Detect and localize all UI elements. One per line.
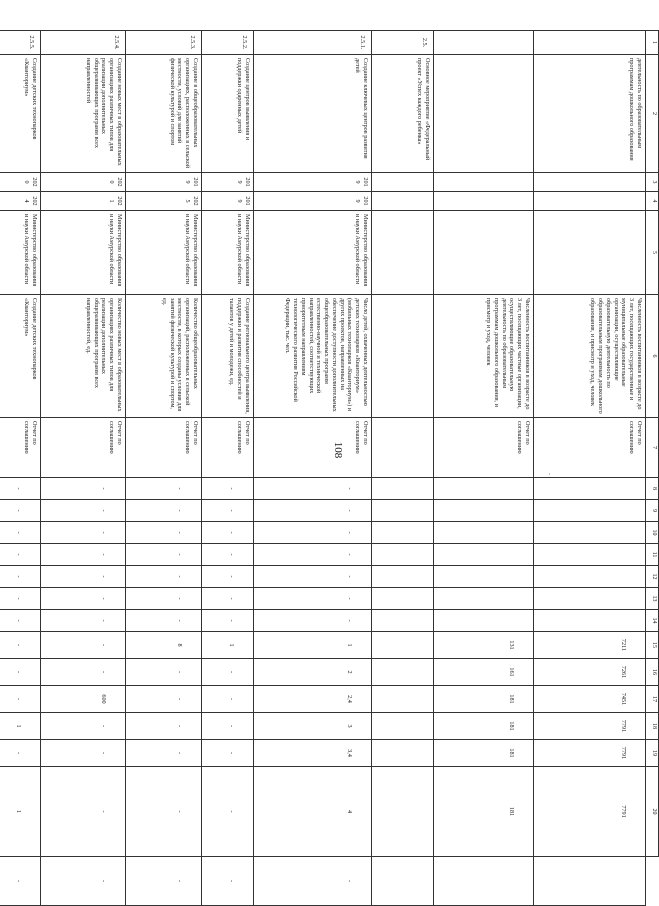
start-year-cell: 2019 (202, 173, 254, 192)
value-cell (372, 588, 434, 610)
value-cell (41, 478, 126, 500)
indicator-cell: Создание детских технопарков «Кванториум» (0, 295, 41, 418)
value-text: - (346, 487, 353, 490)
value-cell (434, 544, 534, 566)
value-cell (41, 857, 126, 906)
value-cell (434, 610, 534, 632)
value-cell (434, 632, 534, 659)
value-cell (254, 544, 372, 566)
value-text: - (100, 751, 107, 755)
row-number-cell: 2.5.5. (0, 31, 41, 55)
column-number-cell: 11 (646, 544, 659, 566)
indicator-cell: Количество новых мест в образовательных организациях различных типов для реализации дополнительных общеразвивающих программ всех направленностей, ед. (41, 295, 126, 418)
value-cell (0, 686, 41, 713)
value-cell (534, 686, 646, 713)
value-cell (372, 686, 434, 713)
value-text: - (15, 553, 22, 556)
end-year-cell: 2021 (41, 192, 126, 211)
value-cell (202, 740, 254, 767)
executor-cell: Министерство образования и науки Амурской области (41, 211, 126, 295)
table-header-row (646, 31, 659, 906)
value-text: - (15, 697, 22, 701)
value-text: - (15, 597, 22, 600)
rotated-table-container (15, 30, 659, 906)
report-form-cell: Отчет по соглашению (0, 418, 41, 478)
event-name-cell: Создание ключевых центров развития детей (254, 55, 372, 173)
column-number-cell: 3 (646, 173, 659, 192)
column-number-cell: 2 (646, 55, 659, 173)
value-cell (41, 713, 126, 740)
value-cell (126, 857, 202, 906)
value-text: 1 (346, 643, 353, 647)
value-cell (534, 767, 646, 857)
page-number: 108 (332, 441, 344, 459)
executor-cell: Министерство образования и науки Амурской области (126, 211, 202, 295)
value-text: 7791 (620, 805, 627, 818)
value-text: 181 (508, 694, 515, 704)
value-cell (126, 767, 202, 857)
executor-cell: Министерство образования и науки Амурской области (202, 211, 254, 295)
end-year-cell (372, 192, 434, 211)
value-cell (372, 713, 434, 740)
value-text: 7451 (620, 692, 627, 706)
value-cell (41, 740, 126, 767)
value-text: - (176, 810, 183, 813)
value-cell (254, 740, 372, 767)
column-number-cell: 9 (646, 500, 659, 522)
value-cell (534, 740, 646, 767)
executor-cell: Министерство образования и науки Амурской области (254, 211, 372, 295)
value-cell (126, 544, 202, 566)
table-row (254, 31, 372, 906)
value-cell (126, 686, 202, 713)
value-cell (0, 740, 41, 767)
row-number-cell: 2.5.3. (126, 31, 202, 55)
value-cell (202, 544, 254, 566)
value-text: - (15, 670, 22, 674)
value-cell (41, 566, 126, 588)
start-year-cell: 2019 (254, 173, 372, 192)
value-cell (534, 713, 646, 740)
value-cell (534, 500, 646, 522)
executor-cell: Министерство образования и науки Амурской области (0, 211, 41, 295)
value-cell (41, 500, 126, 522)
value-cell (372, 610, 434, 632)
value-cell (0, 632, 41, 659)
column-number-cell: 18 (646, 713, 659, 740)
value-cell (534, 588, 646, 610)
value-cell (202, 632, 254, 659)
value-text: 131 (508, 640, 515, 650)
column-number-cell: 19 (646, 740, 659, 767)
value-cell (534, 857, 646, 906)
value-text: - (346, 509, 353, 512)
value-text: - (15, 487, 22, 490)
row-number-cell (434, 31, 534, 55)
value-cell (202, 767, 254, 857)
value-cell (372, 632, 434, 659)
value-cell (534, 632, 646, 659)
column-number-cell: 14 (646, 610, 659, 632)
value-cell (434, 659, 534, 686)
value-text: - (15, 643, 22, 647)
indicator-cell: Число детей, охваченных деятельностью детских технопарков «Кванториум» (мобильных технопарков «Кванториум») и других проектов, направленных на обеспечение доступности дополнительных общеобразовательных программ естественно-научной и технической направленностей, соответствующих приоритетным направлениям технологического развития Российской Федерации, тыс. чел. (254, 295, 372, 418)
value-cell (41, 686, 126, 713)
value-cell (126, 522, 202, 544)
value-cell (434, 588, 534, 610)
end-year-cell (534, 192, 646, 211)
event-name-cell: Основное мероприятие «Федеральный проект «Успех каждого ребенка» (372, 55, 434, 173)
column-number-cell: 10 (646, 522, 659, 544)
value-cell (0, 522, 41, 544)
value-text: - (176, 531, 183, 534)
value-text: 2,4 (346, 695, 353, 703)
value-cell (0, 713, 41, 740)
value-text: - (100, 597, 107, 600)
event-name-cell: Создание детских технопарков «Кванториум» (0, 55, 41, 173)
value-cell (254, 566, 372, 588)
value-text: 7791 (620, 719, 627, 733)
indicator-cell: Создание регионального центра выявления, поддержки и развития способностей и талантов у детей и молодежи, ед. (202, 295, 254, 418)
value-text: - (15, 509, 22, 512)
value-text: - (228, 575, 235, 578)
value-text: - (228, 879, 235, 883)
value-cell (254, 857, 372, 906)
value-text: - (228, 619, 235, 622)
value-cell (254, 478, 372, 500)
value-cell (41, 544, 126, 566)
value-cell (372, 857, 434, 906)
value-text: 7791 (620, 746, 627, 760)
executor-cell (372, 211, 434, 295)
value-cell (372, 740, 434, 767)
report-form-cell: Отчет по соглашению (434, 418, 534, 478)
value-cell (372, 544, 434, 566)
value-text: - (228, 487, 235, 490)
end-year-cell: 2019 (254, 192, 372, 211)
value-cell (202, 522, 254, 544)
value-text: - (15, 751, 22, 755)
value-cell (0, 610, 41, 632)
value-text: - (228, 751, 235, 755)
value-cell (372, 500, 434, 522)
end-year-cell: 2019 (202, 192, 254, 211)
value-cell (254, 610, 372, 632)
report-form-cell (372, 418, 434, 478)
table-row (534, 31, 646, 906)
value-text: - (346, 879, 353, 883)
value-cell (126, 566, 202, 588)
value-text: - (228, 724, 235, 728)
value-text: - (15, 619, 22, 622)
value-cell (126, 632, 202, 659)
start-year-cell: 2019 (126, 173, 202, 192)
end-year-cell: 2024 (0, 192, 41, 211)
value-cell (126, 500, 202, 522)
value-cell (434, 713, 534, 740)
value-cell (41, 632, 126, 659)
value-text: - (346, 553, 353, 556)
value-text: - (346, 575, 353, 578)
event-name-cell: Создание новых мест в образовательных организациях различных типов для реализации дополнительных общеразвивающих программ всех направленностей (41, 55, 126, 173)
value-text: 3,4 (346, 749, 353, 757)
value-text: 4 (346, 809, 353, 814)
value-text: - (346, 619, 353, 622)
report-form-cell: Отчет по соглашению (254, 418, 372, 478)
value-cell (202, 857, 254, 906)
value-text: - (228, 597, 235, 600)
value-cell (41, 588, 126, 610)
start-year-cell: 2020 (0, 173, 41, 192)
value-cell (202, 659, 254, 686)
value-text: - (346, 531, 353, 534)
value-text: - (228, 553, 235, 556)
value-cell (0, 767, 41, 857)
value-cell (372, 659, 434, 686)
value-cell (534, 566, 646, 588)
column-number-cell: 13 (646, 588, 659, 610)
value-cell (202, 500, 254, 522)
row-number-cell: 2.5. (372, 31, 434, 55)
column-number-cell: 7 (646, 418, 659, 478)
value-cell (254, 659, 372, 686)
value-cell (534, 544, 646, 566)
value-text: - (100, 879, 107, 883)
value-cell (372, 767, 434, 857)
column-number-cell: 15 (646, 632, 659, 659)
value-text: - (100, 553, 107, 556)
value-cell (534, 610, 646, 632)
row-number-cell: 2.5.1. (254, 31, 372, 55)
value-text: - (176, 487, 183, 490)
row-number-cell: 2.5.4. (41, 31, 126, 55)
value-cell (254, 632, 372, 659)
value-cell (202, 478, 254, 500)
value-cell (0, 566, 41, 588)
value-text: 7211 (620, 638, 627, 652)
column-number-cell: 6 (646, 295, 659, 418)
value-cell (0, 544, 41, 566)
report-form-cell: Отчет по соглашению (126, 418, 202, 478)
indicator-cell: Численность воспитанников в возрасте до 3 лет, посещающих частные организации, осуществляющие образовательную деятельность по образовательным программам дошкольного образования, и присмотр и уход, человек (434, 295, 534, 418)
value-text: - (176, 697, 183, 701)
end-year-cell: 2025 (126, 192, 202, 211)
value-cell (202, 566, 254, 588)
column-number-cell: 16 (646, 659, 659, 686)
end-year-cell (434, 192, 534, 211)
executor-cell (534, 211, 646, 295)
value-text: - (346, 597, 353, 600)
event-name-cell: Создание в общеобразовательных организациях, расположенных в сельской местности, условий для занятий физической культурой и спортом (126, 55, 202, 173)
value-cell (434, 686, 534, 713)
value-cell (434, 522, 534, 544)
value-cell (41, 522, 126, 544)
table-row (372, 31, 434, 906)
value-cell (0, 659, 41, 686)
value-cell (41, 610, 126, 632)
event-name-cell (434, 55, 534, 173)
value-text: - (176, 724, 183, 728)
row-number-cell (534, 31, 646, 55)
indicator-cell: Численность воспитанников в возрасте до 3 лет, посещающих государственные и муниципальные образовательные организации, осуществляющие образовательную деятельность по образовательным программам дошкольного образования, и присмотр и уход, человек (534, 295, 646, 418)
value-text: - (228, 810, 235, 813)
table-sheet (15, 30, 659, 906)
value-text: 8 (176, 643, 183, 647)
value-text: - (100, 643, 107, 647)
value-cell (372, 566, 434, 588)
value-text: 600 (100, 694, 107, 704)
value-text: - (15, 879, 22, 883)
column-number-cell: 17 (646, 686, 659, 713)
column-number-cell: 12 (646, 566, 659, 588)
value-cell (534, 522, 646, 544)
value-cell (534, 659, 646, 686)
indicator-cell: Количество общеобразовательных организаций, расположенных в сельской местности, в которых созданы условия для занятий физической культурой и спортом, ед. (126, 295, 202, 418)
value-text: - (176, 553, 183, 556)
value-cell (434, 478, 534, 500)
value-text: - (100, 619, 107, 622)
value-text: - (176, 879, 183, 883)
value-cell (254, 522, 372, 544)
indicator-cell (372, 295, 434, 418)
value-text: 3 (346, 724, 353, 728)
report-form-cell: Отчет по соглашению (202, 418, 254, 478)
start-year-cell (534, 173, 646, 192)
value-text: - (100, 670, 107, 674)
column-number-cell: 20 (646, 767, 659, 857)
value-cell (126, 588, 202, 610)
value-cell (0, 500, 41, 522)
event-name-cell: деятельность по образовательным программам дошкольного образования (534, 55, 646, 173)
value-cell (126, 740, 202, 767)
value-cell (0, 588, 41, 610)
value-cell (372, 522, 434, 544)
value-cell (434, 857, 534, 906)
value-cell (372, 478, 434, 500)
value-cell (434, 566, 534, 588)
start-year-cell (434, 173, 534, 192)
value-cell (254, 588, 372, 610)
value-cell (434, 767, 534, 857)
value-cell (202, 713, 254, 740)
value-cell (126, 610, 202, 632)
value-cell (254, 500, 372, 522)
value-text: 2 (346, 670, 353, 674)
table-row (202, 31, 254, 906)
value-cell (534, 478, 646, 500)
value-text: 1 (15, 809, 22, 814)
value-text: - (100, 575, 107, 578)
report-form-cell: Отчет по соглашению (41, 418, 126, 478)
value-text: - (228, 531, 235, 534)
value-text: 181 (508, 748, 515, 758)
table-row (434, 31, 534, 906)
value-text: 1 (15, 724, 22, 728)
column-number-cell: 5 (646, 211, 659, 295)
scan-mark: · (548, 470, 551, 479)
value-text: - (228, 697, 235, 701)
row-number-cell: 2.5.2. (202, 31, 254, 55)
value-text: 181 (508, 806, 515, 817)
value-cell (126, 659, 202, 686)
value-cell (202, 686, 254, 713)
value-cell (41, 767, 126, 857)
start-year-cell: 2020 (41, 173, 126, 192)
column-number-cell: 4 (646, 192, 659, 211)
event-name-cell: Создание центров выявления и поддержки одаренных детей (202, 55, 254, 173)
value-cell (41, 659, 126, 686)
value-text: - (176, 597, 183, 600)
value-text: - (100, 810, 107, 813)
value-cell (126, 478, 202, 500)
value-text: - (100, 487, 107, 490)
value-cell (0, 478, 41, 500)
value-text: - (176, 575, 183, 578)
column-number-cell: 1 (646, 31, 659, 55)
table-row (126, 31, 202, 906)
value-text: 161 (508, 667, 515, 677)
executor-cell (434, 211, 534, 295)
report-form-cell: Отчет по соглашению (534, 418, 646, 478)
value-text: - (176, 619, 183, 622)
value-text: - (176, 509, 183, 512)
value-cell (202, 588, 254, 610)
value-cell (202, 610, 254, 632)
value-cell (254, 767, 372, 857)
value-text: - (15, 531, 22, 534)
table-row (0, 31, 41, 906)
value-text: - (100, 531, 107, 534)
value-text: - (228, 509, 235, 512)
value-cell (254, 713, 372, 740)
column-number-cell: 8 (646, 478, 659, 500)
program-table (0, 30, 659, 906)
start-year-cell (372, 173, 434, 192)
value-text: - (15, 575, 22, 578)
value-cell (126, 713, 202, 740)
value-text: - (176, 751, 183, 755)
value-text: - (176, 670, 183, 674)
value-text: 1 (228, 643, 235, 647)
value-text: - (228, 670, 235, 674)
value-cell (434, 500, 534, 522)
value-text: 181 (508, 721, 515, 731)
table-row (41, 31, 126, 906)
value-cell (254, 686, 372, 713)
value-cell (0, 857, 41, 906)
value-text: - (100, 509, 107, 512)
value-text: 7261 (620, 665, 627, 679)
value-cell (434, 740, 534, 767)
value-text: - (100, 724, 107, 728)
